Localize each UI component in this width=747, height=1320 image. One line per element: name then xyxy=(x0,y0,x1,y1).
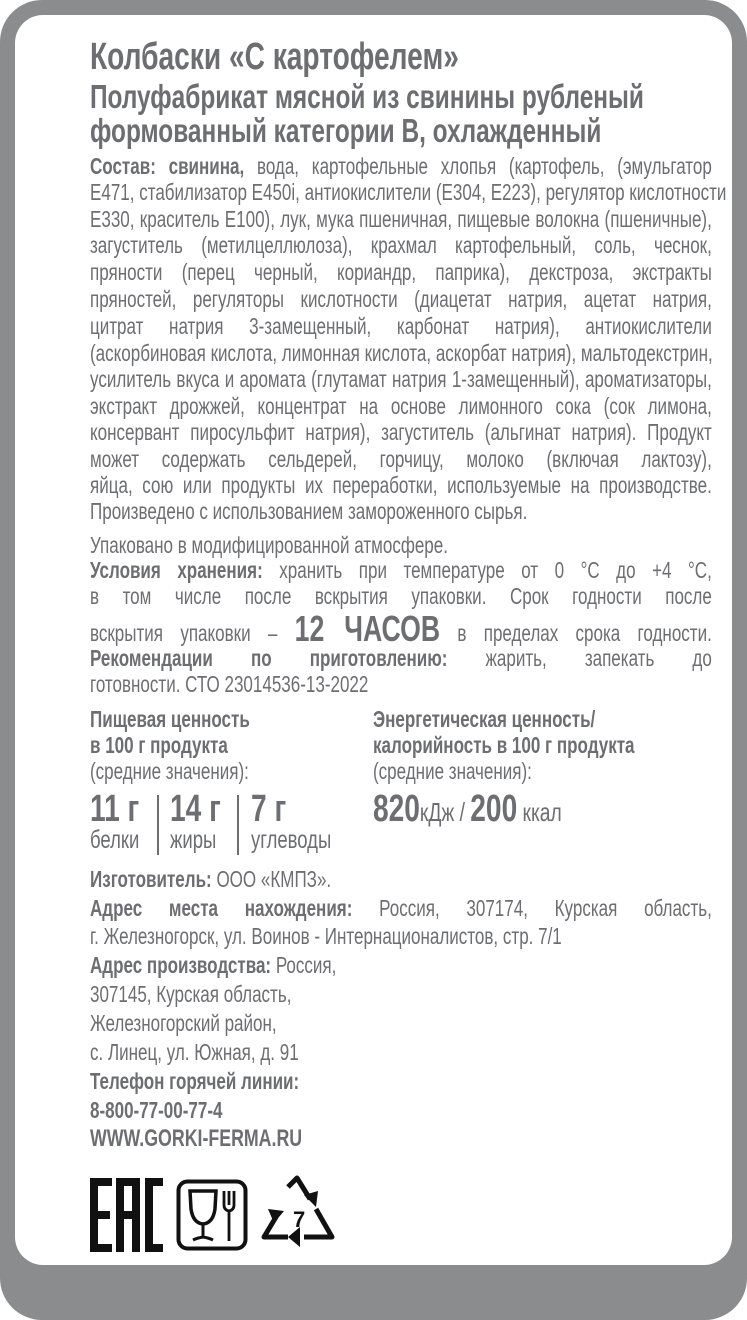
fat-value: 14 г xyxy=(170,788,221,830)
protein-label: белки xyxy=(90,826,140,854)
composition-label: Состав: свинина, xyxy=(90,153,245,179)
production-address-line-2: 307145, Курская область, xyxy=(90,981,292,1007)
production-address-line-3: Железногорский район, xyxy=(90,1010,277,1036)
cooking-label: Рекомендации по приготовлению: xyxy=(90,645,448,671)
composition-line-14: Произведено с использованием замороженного сырья. xyxy=(90,498,528,524)
carbs-label: углеводы xyxy=(251,826,332,854)
energy-kcal: 200 xyxy=(470,788,518,830)
cooking-line-2: готовности. СТО 23014536-13-2022 xyxy=(90,671,369,697)
food-contact-glass-fork-icon xyxy=(176,1179,248,1251)
production-address-line-4: с. Линец, ул. Южная, д. 91 xyxy=(90,1039,299,1065)
composition-line-11: консервант пиросульфит натрия), загуститель (альгинат натрия). Продукт xyxy=(90,419,712,445)
composition-line-7: цитрат натрия 3-замещенный, карбонат натрия), антиокислители xyxy=(90,313,712,339)
recycling-7-icon xyxy=(258,1175,336,1255)
address-line-1: Адрес места нахождения: Россия, 307174, Курская область, xyxy=(90,895,712,921)
energy-kj: 820 xyxy=(373,788,420,830)
svg-text:7: 7 xyxy=(293,1207,306,1232)
address-line-2: г. Железногорск, ул. Воинов - Интернационалистов, стр. 7/1 xyxy=(90,923,562,949)
storage-line-2: в том числе после вскрытия упаковки. Срок годности после xyxy=(90,583,712,609)
composition-line-9: усилитель вкуса и аромата (глутамат натрия 1-замещенный), ароматизаторы, xyxy=(90,366,712,392)
hotline-label: Телефон горячей линии: xyxy=(90,1068,300,1094)
nutrition-divider-1 xyxy=(157,795,159,855)
energy-heading-1: Энергетическая ценность/ xyxy=(373,706,596,732)
composition-line-1: Состав: свинина, вода, картофельные хлопья (картофель, (эмульгатор xyxy=(90,153,712,179)
packaging-note: Упаковано в модифицированной атмосфере. xyxy=(90,532,448,558)
manufacturer: Изготовитель: ООО «КМПЗ». xyxy=(90,866,332,892)
website-link[interactable]: WWW.GORKI-FERMA.RU xyxy=(90,1125,303,1152)
nutrition-heading-1: Пищевая ценность xyxy=(90,706,250,732)
composition-line-10: экстракт дрожжей, концентрат на основе лимонного сока (сок лимона, xyxy=(90,393,712,419)
composition-line-3: Е330, краситель Е100), лук, мука пшеничная, пищевые волокна (пшеничные), xyxy=(90,206,712,232)
product-subtitle-line-1: Полуфабрикат мясной из свинины рубленый xyxy=(90,78,644,115)
protein-value: 11 г xyxy=(90,788,140,830)
hotline-phone[interactable]: 8-800-77-00-77-4 xyxy=(90,1097,223,1123)
eac-mark-icon xyxy=(88,1175,164,1255)
composition-line-13: яйца, сою или продукты их переработки, используемые на производстве. xyxy=(90,472,712,498)
storage-line-3: вскрытия упаковки – 12 ЧАСОВ в пределах срока годности. xyxy=(90,608,712,649)
composition-line-8: (аскорбиновая кислота, лимонная кислота, аскорбат натрия), мальтодекстрин, xyxy=(90,340,713,366)
nutrition-heading-2: в 100 г продукта xyxy=(90,732,228,758)
nutrition-note: (средние значения): xyxy=(90,758,249,784)
product-subtitle-line-2: формованный категории В, охлажденный xyxy=(90,112,602,149)
nutrition-divider-2 xyxy=(237,795,239,855)
composition-line-2: Е471, стабилизатор Е450i, антиокислители (Е304, Е223), регулятор кислотности xyxy=(90,179,727,205)
composition-line-5: пряности (перец черный, кориандр, паприка), декстроза, экстракты xyxy=(90,259,712,285)
product-title: Колбаски «С картофелем» xyxy=(90,36,459,78)
carbs-value: 7 г xyxy=(251,788,287,830)
storage-label: Условия хранения: xyxy=(90,557,263,583)
energy-note: (средние значения): xyxy=(373,758,532,784)
production-address-line-1: Адрес производства: Россия, xyxy=(90,952,337,978)
storage-line-1: Условия хранения: хранить при температуре от 0 °С до +4 °С, xyxy=(90,557,712,583)
composition-line-6: пряностей, регуляторы кислотности (диацетат натрия, ацетат натрия, xyxy=(90,286,712,312)
energy-value: 820кДж / 200 ккал xyxy=(373,788,562,830)
shelf-life-after-opening: 12 ЧАСОВ xyxy=(294,608,441,649)
composition-line-12: может содержать сельдерей, горчицу, молоко (включая лактозу), xyxy=(90,446,712,472)
energy-heading-2: калорийность в 100 г продукта xyxy=(373,732,635,758)
cooking-line-1: Рекомендации по приготовлению: жарить, запекать до xyxy=(90,645,712,671)
composition-line-4: загуститель (метилцеллюлоза), крахмал картофельный, соль, чеснок, xyxy=(90,232,712,258)
fat-label: жиры xyxy=(170,826,217,854)
